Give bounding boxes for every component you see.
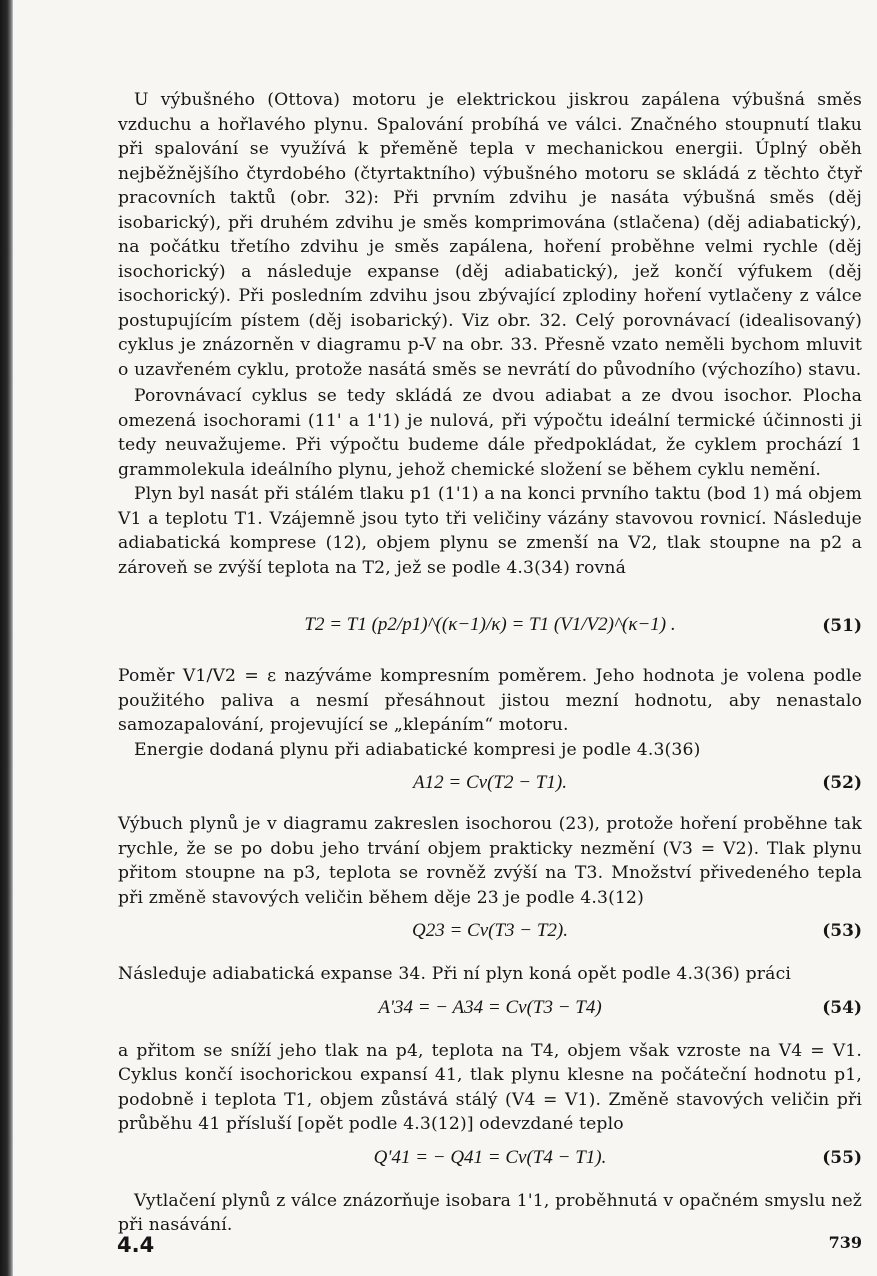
paragraph-explosion: Výbuch plynů je v diagramu zakreslen isochorou (23), protože hoření proběhne tak rychle, že se po dobu jeho trvání objem prakticky nezmění (V3 = V2). Tlak plynu přitom stoupne na p3, teplota se rovněž zvýší na T3. Množství přivedeného tepla při změně stavových veličin během děje 23 je podle 4.3(12) xyxy=(118,814,862,908)
equation-55-number: (55) xyxy=(822,1147,862,1168)
equation-54 xyxy=(118,987,862,1039)
paragraph-compression-ratio: Poměr V1/V2 = ε nazýváme kompresním poměrem. Jeho hodnota je volena podle použitého paliva a nesmí přesáhnout jistou mezní hodnotu, aby nenastalo samozapalování, projevující se „klepáním“ motoru. xyxy=(118,666,862,735)
equation-51 xyxy=(118,580,862,664)
paragraph-otto-engine: U výbušného (Ottova) motoru je elektrickou jiskrou zapálena výbušná směs vzduchu a hořlavého plynu. Spalování probíhá ve válci. Značného stoupnutí tlaku při spalování se využívá k přeměně tepla v mechanickou energii. Úplný oběh nejběžnějšího čtyrdobého (čtyrtaktního) výbušného motoru se skládá z těchto čtyř pracovních taktů (obr. 32): Při prvním zdvihu je nasáta výbušná směs (děj isobarický), při druhém zdvihu je směs komprimována (stlačena) (děj adiabatický), na počátku třetího zdvihu je směs zapálena, hoření proběhne velmi rychle (děj isochorický) a následuje expanse (děj adiabatický), jež končí výfukem (děj isochorický). Při posledním zdvihu jsou zbývající zplodiny hoření vytlačeny z válce postupujícím pístem (děj isobarický). Viz obr. 32. Celý porovnávací (idealisovaný) cyklus je znázorněn v diagramu p-V na obr. 33. Přesně vzato neměli bychom mluvit o uzavřeném cyklu, protože nasátá směs se nevrátí do původního (výchozího) stavu. xyxy=(118,90,862,380)
equation-52 xyxy=(118,762,862,812)
equation-52-number: (52) xyxy=(822,773,862,793)
page-content xyxy=(118,88,862,1238)
paragraph-expansion-result: a přitom se sníží jeho tlak na p4, teplota na T4, objem však vzroste na V4 = V1. Cyklus končí isochorickou expansí 41, tlak plynu klesne na počáteční hodnotu p1, podobně i teplota T1, objem zůstává stálý (V4 = V1). Změně stavových veličin při průběhu 41 přísluší [opět podle 4.3(12)] odevzdané teplo xyxy=(118,1040,862,1134)
equation-54-body: A'34 = − A34 = Cv(T3 − T4) xyxy=(378,996,602,1018)
equation-52-body: A12 = Cv(T2 − T1). xyxy=(413,772,567,793)
section-number: 4.4 xyxy=(117,1233,155,1257)
equation-55 xyxy=(118,1137,862,1189)
equation-51-body: T2 = T1 (p2/p1)^((κ−1)/κ) = T1 (V1/V2)^(κ−1) . xyxy=(304,614,676,635)
page-binding-shadow xyxy=(0,0,13,1276)
paragraph-energy-intro: Energie dodaná plynu při adiabatické kompresi je podle 4.3(36) xyxy=(134,739,701,760)
paragraph-comparison-cycle: Porovnávací cyklus se tedy skládá ze dvou adiabat a ze dvou isochor. Plocha omezená isochorami (11' a 1'1) je nulová, při výpočtu ideální termické účinnosti ji tedy neuvažujeme. Při výpočtu budeme dále předpokládat, že cyklem prochází 1 grammolekula ideálního plynu, jehož chemické složení se během cyklu nemění. xyxy=(118,386,862,480)
paragraph-exhaust: Vytlačení plynů z válce znázorňuje isobara 1'1, proběhnutá v opačném smyslu než při nasávání. xyxy=(118,1190,862,1235)
page-number: 739 xyxy=(828,1233,862,1252)
equation-51-number: (51) xyxy=(822,616,862,636)
equation-53-body: Q23 = Cv(T3 − T2). xyxy=(411,920,568,941)
paragraph-intake: Plyn byl nasát při stálém tlaku p1 (1'1) a na konci prvního taktu (bod 1) má objem V1 a teplotu T1. Vzájemně jsou tyto tři veličiny vázány stavovou rovnicí. Následuje adiabatická komprese (12), objem plynu se zmenší na V2, tlak stoupne na p2 a zároveň se zvýší teplota na T2, jež se podle 4.3(34) rovná xyxy=(118,484,862,578)
equation-55-body: Q'41 = − Q41 = Cv(T4 − T1). xyxy=(373,1146,607,1168)
equation-53-number: (53) xyxy=(822,921,862,941)
equation-53 xyxy=(118,910,862,962)
paragraph-expansion-intro: Následuje adiabatická expanse 34. Při ní plyn koná opět podle 4.3(36) práci xyxy=(118,964,791,984)
equation-54-number: (54) xyxy=(822,997,862,1018)
